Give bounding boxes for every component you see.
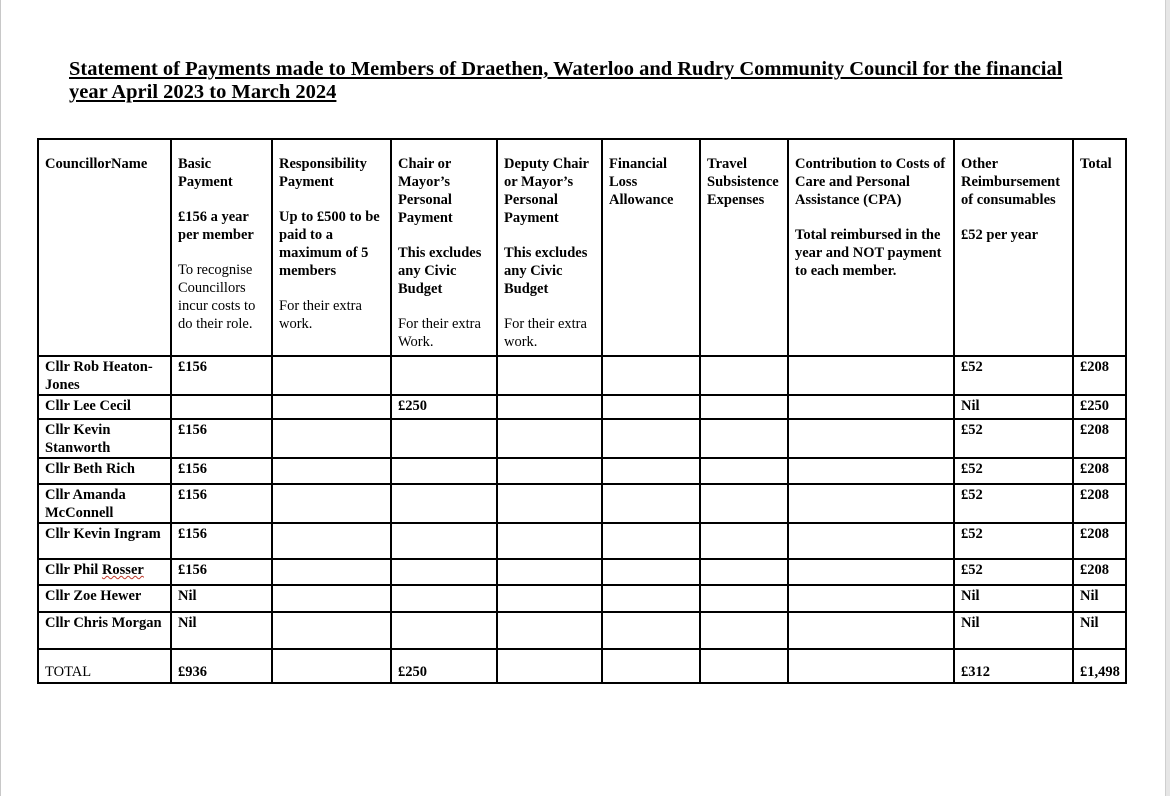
total-cell-responsibility bbox=[272, 649, 391, 683]
header-chair-payment bbox=[391, 139, 497, 356]
cell-other: £52 bbox=[954, 559, 1073, 585]
cell-other: £52 bbox=[954, 523, 1073, 559]
cell-travel bbox=[700, 612, 788, 649]
header-name-label: CouncillorName bbox=[45, 156, 148, 172]
header-chair-rate: This excludes any Civic Budget bbox=[398, 245, 482, 297]
cell-basic: £156 bbox=[171, 559, 272, 585]
cell-financial-loss bbox=[602, 523, 700, 559]
cell-deputy bbox=[497, 458, 602, 484]
table-row bbox=[38, 484, 1126, 523]
cell-name: Cllr Zoe Hewer bbox=[38, 585, 171, 612]
cell-financial-loss bbox=[602, 612, 700, 649]
cell-chair bbox=[391, 419, 497, 458]
cell-responsibility bbox=[272, 395, 391, 419]
cell-chair bbox=[391, 612, 497, 649]
cell-total: Nil bbox=[1073, 612, 1126, 649]
header-other-rate: £52 per year bbox=[961, 227, 1039, 243]
cell-other: £52 bbox=[954, 484, 1073, 523]
header-responsibility-label: Responsibility Payment bbox=[279, 156, 367, 190]
header-other-reimbursement bbox=[954, 139, 1073, 356]
total-cell-name: TOTAL bbox=[38, 649, 171, 683]
cell-basic: £156 bbox=[171, 523, 272, 559]
cell-chair bbox=[391, 356, 497, 395]
header-councillor-name bbox=[38, 139, 171, 356]
cell-responsibility bbox=[272, 612, 391, 649]
total-cell-cpa bbox=[788, 649, 954, 683]
table-row bbox=[38, 585, 1126, 612]
cell-total: Nil bbox=[1073, 585, 1126, 612]
cell-travel bbox=[700, 458, 788, 484]
cell-travel bbox=[700, 356, 788, 395]
total-cell-basic: £936 bbox=[171, 649, 272, 683]
cell-responsibility bbox=[272, 458, 391, 484]
cell-other: £52 bbox=[954, 356, 1073, 395]
cell-financial-loss bbox=[602, 559, 700, 585]
cell-other: Nil bbox=[954, 585, 1073, 612]
header-deputy-chair-payment bbox=[497, 139, 602, 356]
header-other-label: Other Reimbursement of consumables bbox=[961, 156, 1061, 208]
header-chair-note: For their extra Work. bbox=[398, 316, 481, 350]
cell-chair bbox=[391, 458, 497, 484]
cell-other: Nil bbox=[954, 395, 1073, 419]
cell-name: Cllr Kevin Ingram bbox=[38, 523, 171, 559]
cell-chair bbox=[391, 523, 497, 559]
cell-responsibility bbox=[272, 484, 391, 523]
cell-name: Cllr Beth Rich bbox=[38, 458, 171, 484]
cell-name: Cllr Kevin Stanworth bbox=[38, 419, 171, 458]
cell-chair bbox=[391, 585, 497, 612]
total-cell-other: £312 bbox=[954, 649, 1073, 683]
cell-deputy bbox=[497, 585, 602, 612]
cell-cpa bbox=[788, 559, 954, 585]
cell-name: Cllr Phil Rosser bbox=[38, 559, 171, 585]
cell-chair bbox=[391, 559, 497, 585]
cell-travel bbox=[700, 585, 788, 612]
cell-deputy bbox=[497, 356, 602, 395]
cell-responsibility bbox=[272, 559, 391, 585]
cell-other: £52 bbox=[954, 458, 1073, 484]
cell-deputy bbox=[497, 395, 602, 419]
cell-basic: £156 bbox=[171, 458, 272, 484]
cell-travel bbox=[700, 559, 788, 585]
header-total-label: Total bbox=[1080, 156, 1112, 172]
cell-responsibility bbox=[272, 419, 391, 458]
table-row bbox=[38, 612, 1126, 649]
payments-table-body bbox=[38, 356, 1126, 683]
cell-cpa bbox=[788, 612, 954, 649]
cell-cpa bbox=[788, 585, 954, 612]
cell-name: Cllr Lee Cecil bbox=[38, 395, 171, 419]
cell-basic bbox=[171, 395, 272, 419]
cell-financial-loss bbox=[602, 419, 700, 458]
cell-responsibility bbox=[272, 585, 391, 612]
cell-responsibility bbox=[272, 356, 391, 395]
cell-deputy bbox=[497, 523, 602, 559]
header-cpa bbox=[788, 139, 954, 356]
cell-financial-loss bbox=[602, 395, 700, 419]
cell-basic: Nil bbox=[171, 585, 272, 612]
cell-cpa bbox=[788, 458, 954, 484]
table-row bbox=[38, 458, 1126, 484]
table-row bbox=[38, 419, 1126, 458]
spellcheck-underline: Rosser bbox=[101, 562, 144, 578]
cell-travel bbox=[700, 523, 788, 559]
header-travel-subsistence bbox=[700, 139, 788, 356]
table-row bbox=[38, 356, 1126, 395]
cell-travel bbox=[700, 395, 788, 419]
cell-name: Cllr Chris Morgan bbox=[38, 612, 171, 649]
cell-financial-loss bbox=[602, 356, 700, 395]
cell-cpa bbox=[788, 395, 954, 419]
header-financial-loss-label: Financial Loss Allowance bbox=[609, 156, 674, 208]
cell-deputy bbox=[497, 612, 602, 649]
total-cell-deputy bbox=[497, 649, 602, 683]
header-basic-note: To recognise Councillors incur costs to do their role. bbox=[178, 262, 256, 332]
document-title: Statement of Payments made to Members of Draethen, Waterloo and Rudry Community Council for the financial year April 2023 to March 2024 bbox=[69, 58, 1063, 103]
cell-travel bbox=[700, 484, 788, 523]
header-deputy-note: For their extra work. bbox=[504, 316, 587, 350]
table-row bbox=[38, 559, 1126, 585]
header-row bbox=[38, 139, 1126, 356]
header-responsibility-note: For their extra work. bbox=[279, 298, 362, 332]
header-chair-label: Chair or Mayor’s Personal Payment bbox=[398, 156, 453, 226]
cell-financial-loss bbox=[602, 458, 700, 484]
cell-other: Nil bbox=[954, 612, 1073, 649]
cell-deputy bbox=[497, 484, 602, 523]
cell-chair: £250 bbox=[391, 395, 497, 419]
cell-total: £208 bbox=[1073, 356, 1126, 395]
total-cell-total: £1,498 bbox=[1073, 649, 1126, 683]
cell-financial-loss bbox=[602, 484, 700, 523]
cell-basic: Nil bbox=[171, 612, 272, 649]
header-total bbox=[1073, 139, 1126, 356]
header-financial-loss bbox=[602, 139, 700, 356]
totals-row bbox=[38, 649, 1126, 683]
page-left-edge bbox=[0, 0, 1, 796]
cell-cpa bbox=[788, 356, 954, 395]
cell-cpa bbox=[788, 523, 954, 559]
cell-other: £52 bbox=[954, 419, 1073, 458]
total-cell-chair: £250 bbox=[391, 649, 497, 683]
header-basic-rate: £156 a year per member bbox=[178, 209, 254, 243]
cell-total: £208 bbox=[1073, 523, 1126, 559]
header-cpa-rate: Total reimbursed in the year and NOT payment to each member. bbox=[795, 227, 942, 279]
header-basic-payment bbox=[171, 139, 272, 356]
cell-name: Cllr Amanda McConnell bbox=[38, 484, 171, 523]
cell-cpa bbox=[788, 419, 954, 458]
payments-table bbox=[37, 138, 1127, 684]
cell-responsibility bbox=[272, 523, 391, 559]
cell-chair bbox=[391, 484, 497, 523]
cell-basic: £156 bbox=[171, 419, 272, 458]
header-responsibility-payment bbox=[272, 139, 391, 356]
cell-travel bbox=[700, 419, 788, 458]
header-deputy-rate: This excludes any Civic Budget bbox=[504, 245, 588, 297]
total-cell-financial-loss bbox=[602, 649, 700, 683]
cell-total: £208 bbox=[1073, 559, 1126, 585]
cell-financial-loss bbox=[602, 585, 700, 612]
total-cell-travel bbox=[700, 649, 788, 683]
header-basic-label: Basic Payment bbox=[178, 156, 233, 190]
cell-name: Cllr Rob Heaton-Jones bbox=[38, 356, 171, 395]
page-right-edge bbox=[1165, 0, 1170, 796]
cell-deputy bbox=[497, 559, 602, 585]
cell-total: £208 bbox=[1073, 458, 1126, 484]
cell-basic: £156 bbox=[171, 356, 272, 395]
table-row bbox=[38, 523, 1126, 559]
cell-total: £250 bbox=[1073, 395, 1126, 419]
cell-total: £208 bbox=[1073, 484, 1126, 523]
header-deputy-label: Deputy Chair or Mayor’s Personal Payment bbox=[504, 156, 589, 226]
header-responsibility-rate: Up to £500 to be paid to a maximum of 5 members bbox=[279, 209, 380, 279]
header-travel-label: Travel Subsistence Expenses bbox=[707, 156, 779, 208]
header-cpa-label: Contribution to Costs of Care and Personal Assistance (CPA) bbox=[795, 156, 946, 208]
table-row bbox=[38, 395, 1126, 419]
cell-total: £208 bbox=[1073, 419, 1126, 458]
cell-deputy bbox=[497, 419, 602, 458]
cell-cpa bbox=[788, 484, 954, 523]
cell-basic: £156 bbox=[171, 484, 272, 523]
